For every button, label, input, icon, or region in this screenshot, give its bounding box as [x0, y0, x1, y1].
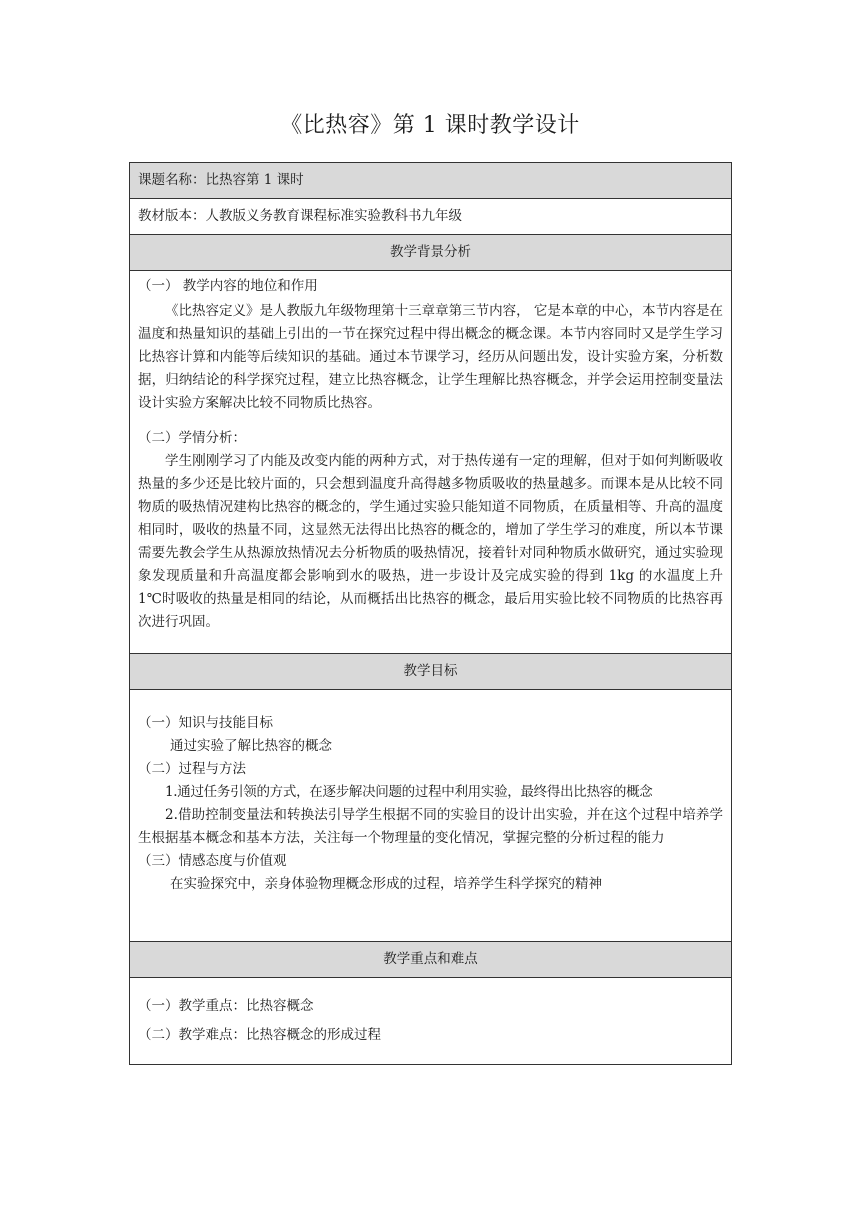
background-heading: 教学背景分析	[390, 244, 471, 260]
keypoints-content-row	[130, 978, 731, 1064]
process-goal-title: （二）过程与方法	[138, 761, 246, 777]
course-name-row	[130, 163, 731, 199]
student-analysis-title: （二）学情分析：	[138, 430, 246, 446]
course-name: 课题名称：比热容第 1 课时	[138, 172, 304, 188]
background-heading-row	[130, 235, 731, 271]
keypoints-heading-row	[130, 942, 731, 978]
lesson-plan-table	[129, 162, 732, 1065]
content-position-text: 《比热容定义》是人教版九年级物理第十三章章第三节内容， 它是本章的中心，本节内容是在温度和热量知识的基础上引出的一节在探究过程中得出概念的概念课。本节内容同时又是学生学习比热容计算和内能等后续知识的基础。通过本节课学习，经历从问题出发，设计实验方案，分析数据，归纳结论的科学探究过程，建立比热容概念，让学生理解比热容概念，并学会运用控制变量法设计实验方案解决比较不同物质比热容。	[138, 303, 723, 411]
goals-heading: 教学目标	[403, 663, 458, 679]
process-goal-item-1: 1.通过任务引领的方式，在逐步解决问题的过程中利用实验，最终得出比热容的概念	[165, 784, 653, 800]
goals-heading-row	[130, 654, 731, 690]
goals-content-row	[130, 690, 731, 942]
attitude-goal-title: （三）情感态度与价值观	[138, 853, 287, 869]
knowledge-goal-text: 通过实验了解比热容的概念	[170, 738, 332, 754]
keypoints-heading: 教学重点和难点	[383, 951, 478, 967]
teaching-key-point: （一）教学重点：比热容概念	[138, 998, 314, 1014]
knowledge-goal-title: （一）知识与技能目标	[138, 715, 273, 731]
document-title: 《比热容》第 1 课时教学设计	[280, 113, 580, 138]
teaching-difficulty: （二）教学难点：比热容概念的形成过程	[138, 1027, 381, 1043]
background-content-row	[130, 271, 731, 654]
student-analysis-text: 学生刚刚学习了内能及改变内能的两种方式，对于热传递有一定的理解，但对于如何判断吸收热量的多少还是比较片面的，只会想到温度升高得越多物质吸收的热量越多。而课本是从比较不同物质的吸热情况建构比热容的概念的，学生通过实验只能知道不同物质，在质量相等、升高的温度相同时，吸收的热量不同，这显然无法得出比热容的概念的，增加了学生学习的难度，所以本节课需要先教会学生从热源放热情况去分析物质的吸热情况，接着针对同种物质水做研究，通过实验现象发现质量和升高温度都会影响到水的吸热，进一步设计及完成实验的得到 1kg 的水温度上升 1℃时吸收的热量是相同的结论，从而概括出比热容的概念，最后用实验比较不同物质的比热容再次进行巩固。	[138, 453, 723, 630]
textbook-version: 教材版本：人教版义务教育课程标准实验教科书九年级	[138, 208, 462, 224]
content-position-title: （一） 教学内容的地位和作用	[138, 278, 318, 294]
attitude-goal-text: 在实验探究中，亲身体验物理概念形成的过程，培养学生科学探究的精神	[170, 876, 602, 892]
process-goal-item-2: 2.借助控制变量法和转换法引导学生根据不同的实验目的设计出实验，并在这个过程中培养学生根据基本概念和基本方法，关注每一个物理量的变化情况，掌握完整的分析过程的能力	[138, 807, 723, 846]
textbook-row	[130, 199, 731, 235]
